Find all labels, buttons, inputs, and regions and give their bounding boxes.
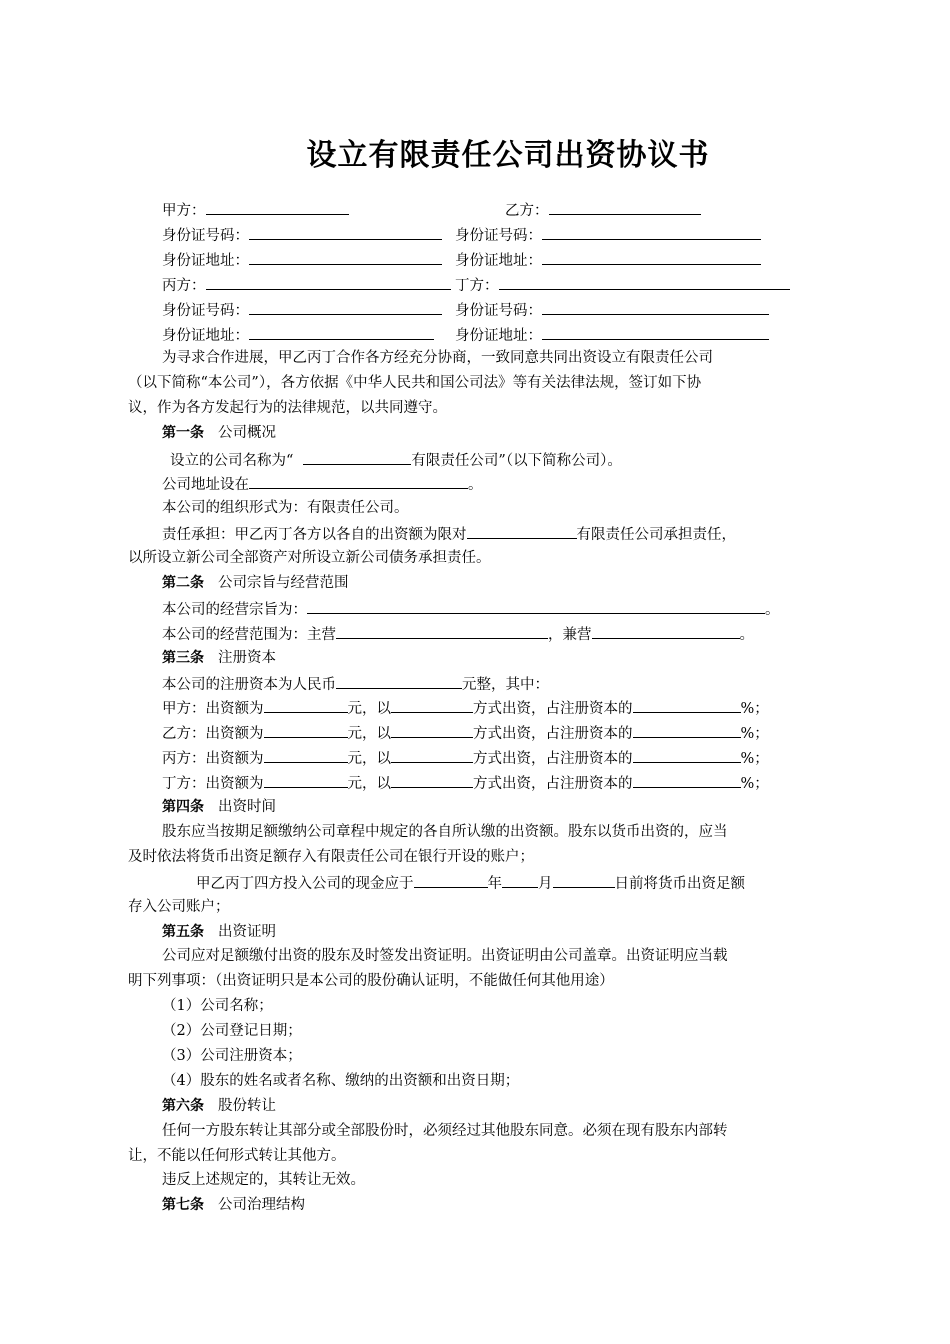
id-number-label: 身份证号码： bbox=[455, 303, 542, 319]
jia-id-number-blank[interactable] bbox=[249, 224, 442, 240]
article-5-text: 公司应对足额缴付出资的股东及时签发出资证明。出资证明由公司盖章。出资证明应当载 bbox=[162, 948, 728, 964]
contrib-pct: %； bbox=[740, 701, 769, 717]
party-jia-label: 甲方： bbox=[162, 203, 206, 219]
ding-id-address-line bbox=[455, 324, 769, 346]
year-label: 年 bbox=[487, 876, 502, 892]
contrib-method-blank[interactable] bbox=[391, 697, 473, 713]
article-title: 公司概况 bbox=[218, 425, 276, 441]
secondary-business-blank[interactable] bbox=[592, 623, 740, 639]
article-number: 第二条 bbox=[162, 575, 204, 591]
capital-amount-blank[interactable] bbox=[336, 673, 462, 689]
business-purpose-suffix: 。 bbox=[765, 602, 780, 618]
id-address-label: 身份证地址： bbox=[455, 328, 542, 344]
liability-line-2: 以所设立新公司全部资产对所设立新公司债务承担责任。 bbox=[128, 550, 491, 566]
party-ding-line bbox=[455, 274, 790, 296]
contrib-percent-blank[interactable] bbox=[633, 747, 741, 763]
payment-day-blank[interactable] bbox=[553, 872, 615, 888]
article-title: 公司治理结构 bbox=[218, 1197, 305, 1213]
contrib-amount-blank[interactable] bbox=[264, 697, 348, 713]
article-5-text: 明下列事项：（出资证明只是本公司的股份确认证明，不能做任何其他用途） bbox=[128, 973, 614, 989]
payment-month-blank[interactable] bbox=[502, 872, 538, 888]
contribution-row bbox=[162, 747, 769, 769]
article-number: 第一条 bbox=[162, 425, 204, 441]
payment-date-prefix: 甲乙丙丁四方投入公司的现金应于 bbox=[196, 876, 414, 892]
contrib-amount-blank[interactable] bbox=[264, 722, 348, 738]
party-yi-line bbox=[505, 199, 701, 221]
company-address-suffix: 。 bbox=[468, 477, 483, 493]
capital-suffix: 元整，其中： bbox=[462, 677, 549, 693]
registered-capital-line bbox=[162, 673, 549, 695]
party-bing-line bbox=[162, 274, 451, 296]
party-bing-label: 丙方： bbox=[162, 278, 206, 294]
yi-id-address-blank[interactable] bbox=[542, 249, 761, 265]
company-address-blank[interactable] bbox=[249, 473, 468, 489]
article-4-heading bbox=[162, 797, 276, 817]
company-address-line bbox=[162, 473, 483, 495]
article-2-heading bbox=[162, 573, 349, 593]
main-business-blank[interactable] bbox=[336, 623, 548, 639]
company-name-line bbox=[170, 449, 622, 471]
preamble-line: 为寻求合作进展，甲乙丙丁合作各方经充分协商，一致同意共同出资设立有限责任公司 bbox=[162, 350, 713, 366]
id-address-label: 身份证地址： bbox=[162, 328, 249, 344]
party-jia-line bbox=[162, 199, 349, 221]
contribution-row bbox=[162, 697, 769, 719]
contrib-yuan: 元，以 bbox=[347, 751, 391, 767]
contrib-method-blank[interactable] bbox=[391, 747, 473, 763]
ding-id-address-blank[interactable] bbox=[542, 324, 769, 340]
article-number: 第五条 bbox=[162, 924, 204, 940]
payment-date-suffix: 日前将货币出资足额 bbox=[614, 876, 745, 892]
month-label: 月 bbox=[538, 876, 553, 892]
party-ding-label: 丁方： bbox=[455, 278, 499, 294]
business-purpose-prefix: 本公司的经营宗旨为： bbox=[162, 602, 307, 618]
article-4-text: 及时依法将货币出资足额存入有限责任公司在银行开设的账户； bbox=[128, 849, 534, 865]
article-title: 出资证明 bbox=[218, 924, 276, 940]
contrib-pct: %； bbox=[740, 726, 769, 742]
id-number-label: 身份证号码： bbox=[162, 228, 249, 244]
article-number: 第七条 bbox=[162, 1197, 204, 1213]
contrib-party: 乙方：出资额为 bbox=[162, 726, 264, 742]
party-yi-blank[interactable] bbox=[549, 199, 701, 215]
company-name-suffix: 有限责任公司”（以下简称公司）。 bbox=[411, 453, 622, 469]
article-7-heading bbox=[162, 1195, 305, 1215]
list-item: （1）公司名称； bbox=[162, 998, 273, 1014]
contrib-amount-blank[interactable] bbox=[264, 772, 348, 788]
id-address-label: 身份证地址： bbox=[455, 253, 542, 269]
contrib-party: 甲方：出资额为 bbox=[162, 701, 264, 717]
bing-id-number-line bbox=[162, 299, 442, 321]
contrib-method: 方式出资，占注册资本的 bbox=[473, 776, 633, 792]
contrib-party: 丁方：出资额为 bbox=[162, 776, 264, 792]
article-5-heading bbox=[162, 922, 276, 942]
contrib-percent-blank[interactable] bbox=[633, 772, 741, 788]
contrib-method-blank[interactable] bbox=[391, 772, 473, 788]
liability-suffix: 有限责任公司承担责任， bbox=[576, 527, 736, 543]
business-purpose-blank[interactable] bbox=[307, 598, 765, 614]
contrib-method-blank[interactable] bbox=[391, 722, 473, 738]
contrib-percent-blank[interactable] bbox=[633, 697, 741, 713]
business-scope-line bbox=[162, 623, 754, 645]
ding-id-number-blank[interactable] bbox=[542, 299, 769, 315]
id-number-label: 身份证号码： bbox=[162, 303, 249, 319]
article-title: 出资时间 bbox=[218, 799, 276, 815]
article-number: 第三条 bbox=[162, 650, 204, 666]
article-6-text: 违反上述规定的，其转让无效。 bbox=[162, 1172, 365, 1188]
jia-id-number-line bbox=[162, 224, 442, 246]
liability-company-blank[interactable] bbox=[467, 523, 577, 539]
list-item: （4）股东的姓名或者名称、缴纳的出资额和出资日期； bbox=[162, 1073, 520, 1089]
article-6-text: 让，不能以任何形式转让其他方。 bbox=[128, 1148, 346, 1164]
article-4-text: 存入公司账户； bbox=[128, 899, 230, 915]
contribution-row bbox=[162, 722, 769, 744]
liability-line bbox=[162, 523, 736, 545]
contrib-party: 丙方：出资额为 bbox=[162, 751, 264, 767]
yi-id-number-blank[interactable] bbox=[542, 224, 761, 240]
business-purpose-line bbox=[162, 598, 780, 620]
article-1-heading bbox=[162, 423, 276, 443]
contribution-row bbox=[162, 772, 769, 794]
yi-id-number-line bbox=[455, 224, 761, 246]
capital-prefix: 本公司的注册资本为人民币 bbox=[162, 677, 336, 693]
company-form-line: 本公司的组织形式为：有限责任公司。 bbox=[162, 500, 409, 516]
contrib-method: 方式出资，占注册资本的 bbox=[473, 726, 633, 742]
article-number: 第四条 bbox=[162, 799, 204, 815]
company-name-prefix: 设立的公司名称为“ bbox=[170, 453, 294, 469]
article-6-heading bbox=[162, 1096, 276, 1116]
bing-id-address-blank[interactable] bbox=[249, 324, 434, 340]
article-4-text: 股东应当按期足额缴纳公司章程中规定的各自所认缴的出资额。股东以货币出资的，应当 bbox=[162, 824, 728, 840]
company-address-prefix: 公司地址设在 bbox=[162, 477, 249, 493]
contrib-pct: %； bbox=[740, 776, 769, 792]
contrib-amount-blank[interactable] bbox=[264, 747, 348, 763]
article-3-heading bbox=[162, 648, 276, 668]
list-item: （3）公司注册资本； bbox=[162, 1048, 302, 1064]
contrib-pct: %； bbox=[740, 751, 769, 767]
payment-date-line bbox=[196, 872, 745, 894]
article-title: 注册资本 bbox=[218, 650, 276, 666]
liability-prefix: 责任承担：甲乙丙丁各方以各自的出资额为限对 bbox=[162, 527, 467, 543]
business-scope-suffix: 。 bbox=[739, 627, 754, 643]
article-title: 股份转让 bbox=[218, 1098, 276, 1114]
yi-id-address-line bbox=[455, 249, 761, 271]
company-name-blank[interactable] bbox=[303, 449, 411, 465]
id-number-label: 身份证号码： bbox=[455, 228, 542, 244]
party-ding-blank[interactable] bbox=[499, 274, 790, 290]
contrib-yuan: 元，以 bbox=[347, 701, 391, 717]
contrib-percent-blank[interactable] bbox=[633, 722, 741, 738]
contrib-yuan: 元，以 bbox=[347, 726, 391, 742]
jia-id-address-blank[interactable] bbox=[249, 249, 442, 265]
article-6-text: 任何一方股东转让其部分或全部股份时，必须经过其他股东同意。必须在现有股东内部转 bbox=[162, 1123, 728, 1139]
bing-id-address-line bbox=[162, 324, 434, 346]
payment-year-blank[interactable] bbox=[414, 872, 488, 888]
article-number: 第六条 bbox=[162, 1098, 204, 1114]
ding-id-number-line bbox=[455, 299, 769, 321]
contrib-method: 方式出资，占注册资本的 bbox=[473, 751, 633, 767]
business-scope-middle: ，兼营 bbox=[548, 627, 592, 643]
contrib-yuan: 元，以 bbox=[347, 776, 391, 792]
id-address-label: 身份证地址： bbox=[162, 253, 249, 269]
preamble-line: （以下简称“本公司”），各方依据《中华人民共和国公司法》等有关法律法规，签订如下协 bbox=[128, 375, 702, 391]
bing-id-number-blank[interactable] bbox=[249, 299, 442, 315]
document-title: 设立有限责任公司出资协议书 bbox=[306, 138, 710, 173]
business-scope-prefix: 本公司的经营范围为：主营 bbox=[162, 627, 336, 643]
contrib-method: 方式出资，占注册资本的 bbox=[473, 701, 633, 717]
party-yi-label: 乙方： bbox=[505, 203, 549, 219]
preamble-line: 议，作为各方发起行为的法律规范，以共同遵守。 bbox=[128, 400, 447, 416]
article-title: 公司宗旨与经营范围 bbox=[218, 575, 349, 591]
list-item: （2）公司登记日期； bbox=[162, 1023, 302, 1039]
party-bing-blank[interactable] bbox=[206, 274, 451, 290]
jia-id-address-line bbox=[162, 249, 442, 271]
party-jia-blank[interactable] bbox=[206, 199, 349, 215]
